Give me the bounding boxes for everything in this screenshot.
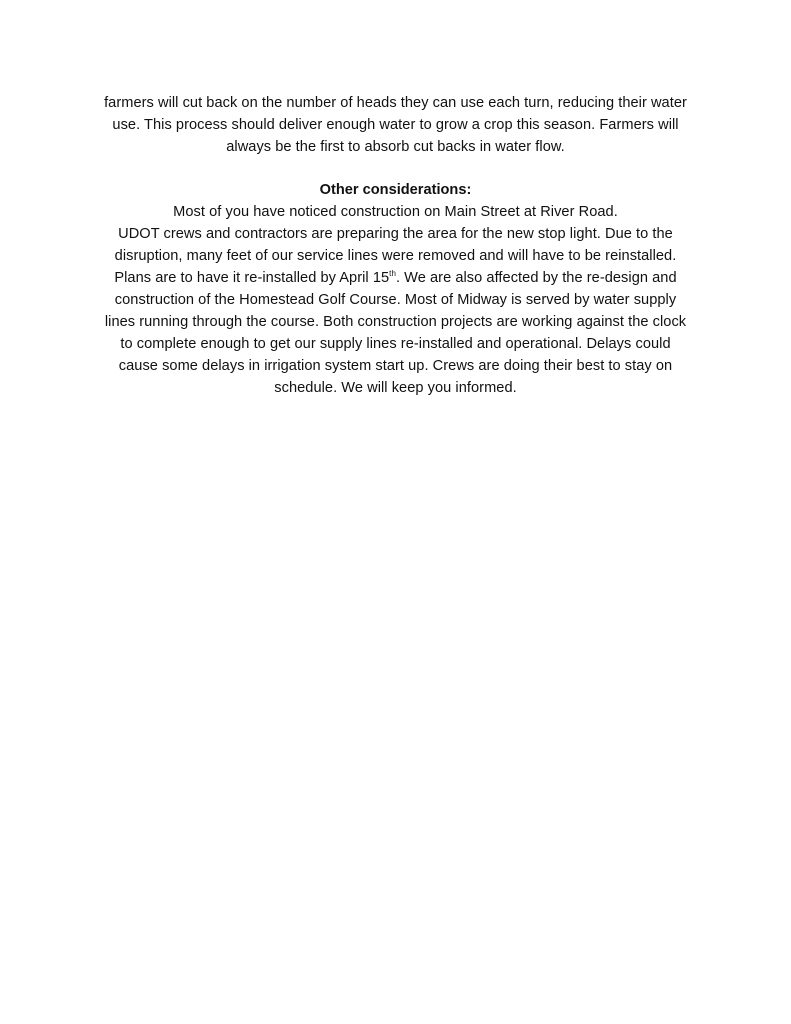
body-line: disruption, many feet of our service lines were removed and will have to be reinstalled. [114, 248, 677, 264]
ordinal-suffix: th [389, 269, 396, 279]
body-line: to complete enough to get our supply lines re-installed and operational. Delays could [120, 336, 671, 352]
body-line: Most of you have noticed construction on Main Street at River Road. [173, 204, 618, 220]
body-line-text: Plans are to have it re-installed by April 15 [114, 270, 390, 286]
intro-line: always be the first to absorb cut backs in water flow. [226, 139, 565, 155]
intro-line: use. This process should deliver enough water to grow a crop this season. Farmers will [112, 117, 679, 133]
body-line-text: . We are also affected by the re-design and [395, 270, 677, 286]
section-heading: Other considerations: [319, 182, 472, 198]
body-line [60, 267, 731, 289]
body-line: construction of the Homestead Golf Course. Most of Midway is served by water supply [114, 292, 677, 308]
body-line: UDOT crews and contractors are preparing the area for the new stop light. Due to the [118, 226, 673, 242]
considerations-paragraph [60, 201, 731, 399]
body-line: cause some delays in irrigation system start up. Crews are doing their best to stay on [118, 358, 673, 374]
intro-paragraph [60, 92, 731, 158]
intro-line: farmers will cut back on the number of heads they can use each turn, reducing their water [104, 95, 687, 111]
body-line: lines running through the course. Both construction projects are working against the clock [104, 314, 687, 330]
body-line: schedule. We will keep you informed. [274, 380, 517, 396]
